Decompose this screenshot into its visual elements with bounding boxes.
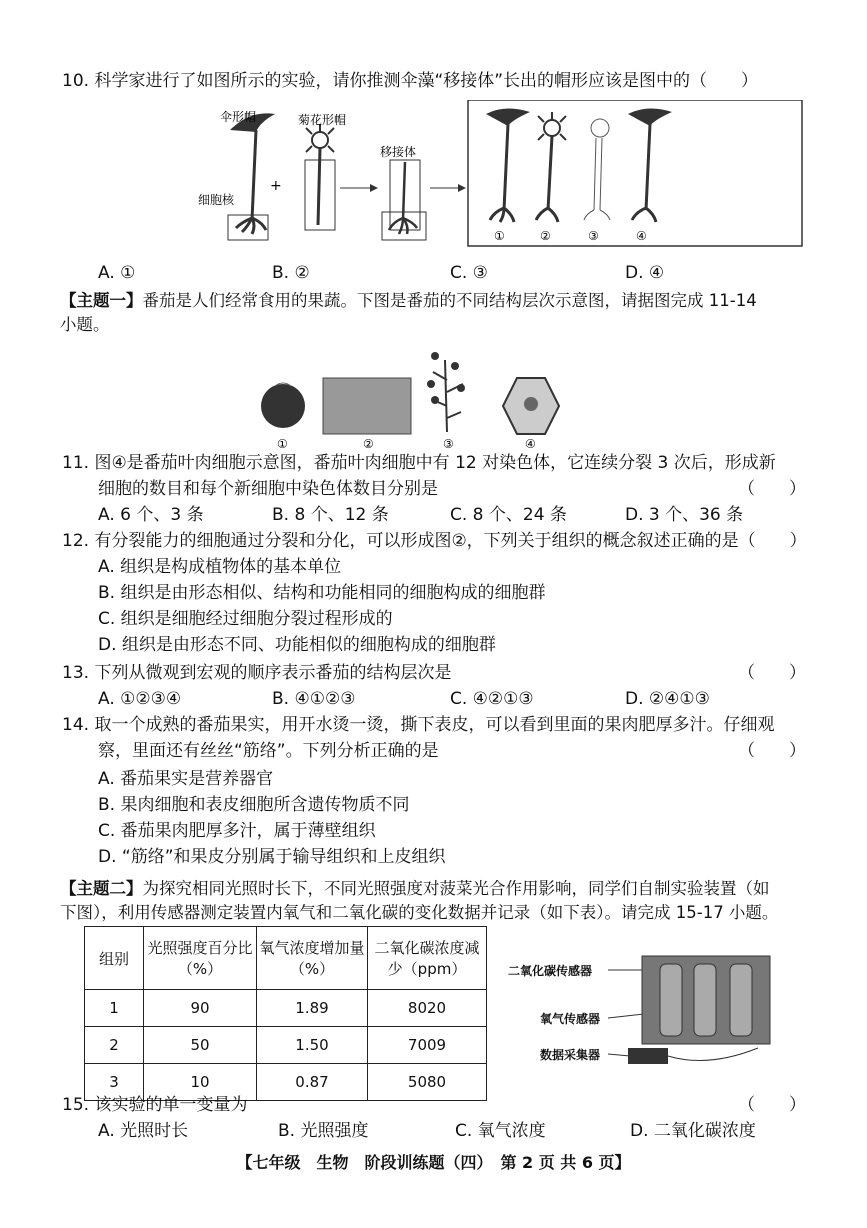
q14-option-d[interactable]: D. “筋络”和果皮分别属于输导组织和上皮组织 — [98, 847, 446, 867]
fig-num-3: ③ — [588, 229, 599, 243]
table-cell: 50 — [144, 1027, 257, 1064]
q10-stem: 10. 科学家进行了如图所示的实验，请你推测伞藻“移接体”长出的帽形应该是图中的（ ） — [62, 71, 759, 91]
q13-answer-paren[interactable]: （ ） — [738, 663, 806, 683]
q13-option-d[interactable]: D. ②④①③ — [625, 689, 710, 709]
o2-sensor-label: 氧气传感器 — [540, 1012, 601, 1026]
fig-num-2: ② — [540, 229, 551, 243]
table-cell: 0.87 — [257, 1064, 368, 1101]
table-row — [85, 990, 487, 1027]
table-row — [85, 1027, 487, 1064]
fig-num-4: ④ — [636, 229, 647, 243]
q11-stem-line2: 细胞的数目和每个新细胞中染色体数目分别是 — [98, 479, 438, 499]
q10-option-b[interactable]: B. ② — [272, 263, 310, 283]
q14-option-c[interactable]: C. 番茄果肉肥厚多汁，属于薄壁组织 — [98, 821, 376, 841]
table-cell: 8020 — [368, 990, 487, 1027]
q13-stem: 13. 下列从微观到宏观的顺序表示番茄的结构层次是 — [62, 663, 452, 683]
q10-option-c[interactable]: C. ③ — [450, 263, 488, 283]
experiment-data-table — [84, 926, 487, 1101]
table-cell: 1.89 — [257, 990, 368, 1027]
q12-option-c[interactable]: C. 组织是细胞经过细胞分裂过程形成的 — [98, 609, 393, 629]
q10-option-d[interactable]: D. ④ — [625, 263, 665, 283]
theme1-body-line2: 小题。 — [60, 315, 110, 334]
q13-option-a[interactable]: A. ①②③④ — [98, 689, 182, 709]
q11-option-c[interactable]: C. 8 个、24 条 — [450, 505, 567, 525]
q11-option-d[interactable]: D. 3 个、36 条 — [625, 505, 744, 525]
q14-stem-line2: 察，里面还有丝丝“筋络”。下列分析正确的是 — [98, 741, 439, 761]
chrysanthemum-cap-alga-icon — [306, 124, 334, 225]
q15-option-c[interactable]: C. 氧气浓度 — [455, 1121, 546, 1141]
table-cell: 90 — [144, 990, 257, 1027]
q12-option-d[interactable]: D. 组织是由形态不同、功能相似的细胞构成的细胞群 — [98, 635, 496, 655]
q10-option-a[interactable]: A. ① — [98, 263, 136, 283]
table-cell: 2 — [85, 1027, 144, 1064]
table-cell: 1 — [85, 990, 144, 1027]
q12-option-a[interactable]: A. 组织是构成植物体的基本单位 — [98, 557, 342, 577]
q14-option-b[interactable]: B. 果肉细胞和表皮细胞所含遗传物质不同 — [98, 795, 410, 815]
theme2-intro — [60, 876, 770, 902]
plus-sign: + — [270, 178, 282, 194]
tomato-structure-figure — [255, 340, 575, 455]
table-cell: 1.50 — [257, 1027, 368, 1064]
table-header-co2: 二氧化碳浓度减少（ppm） — [368, 927, 487, 990]
data-collector-label: 数据采集器 — [540, 1048, 601, 1062]
table-header-oxygen: 氧气浓度增加量（%） — [257, 927, 368, 990]
fig-num-1: ① — [494, 229, 505, 243]
q14-answer-paren[interactable]: （ ） — [738, 741, 806, 761]
table-header-group: 组别 — [85, 927, 144, 990]
q11-stem-line1: 11. 图④是番茄叶肉细胞示意图，番茄叶肉细胞中有 12 对染色体，它连续分裂 3 次后，形成新 — [62, 453, 776, 473]
q15-option-d[interactable]: D. 二氧化碳浓度 — [630, 1121, 756, 1141]
q12-stem: 12. 有分裂能力的细胞通过分裂和分化，可以形成图②，下列关于组织的概念叙述正确的是（ ） — [62, 531, 807, 551]
q11-option-b[interactable]: B. 8 个、12 条 — [272, 505, 389, 525]
tomato-num-2: ② — [363, 437, 374, 451]
q10-umbrella-alga-figure — [190, 100, 810, 250]
q11-answer-paren[interactable]: （ ） — [738, 479, 806, 499]
q15-option-a[interactable]: A. 光照时长 — [98, 1121, 189, 1141]
tomato-num-4: ④ — [525, 437, 536, 451]
experiment-apparatus-photo — [608, 948, 778, 1078]
q13-option-c[interactable]: C. ④②①③ — [450, 689, 534, 709]
q13-option-b[interactable]: B. ④①②③ — [272, 689, 356, 709]
co2-sensor-label: 二氧化碳传感器 — [508, 964, 593, 978]
table-cell: 7009 — [368, 1027, 487, 1064]
chrysanthemum-cap-label: 菊花形帽 — [298, 113, 347, 127]
theme1-intro — [60, 288, 757, 314]
q15-answer-paren[interactable]: （ ） — [738, 1095, 806, 1115]
graft-label: 移接体 — [380, 145, 417, 159]
theme1-body-line1: 番茄是人们经常食用的果蔬。下图是番茄的不同结构层次示意图，请据图完成 11-14 — [142, 291, 757, 310]
page-footer: 【七年级 生物 阶段训练题（四） 第 2 页 共 6 页】 — [236, 1153, 631, 1172]
tomato-num-3: ③ — [443, 437, 454, 451]
q11-option-a[interactable]: A. 6 个、3 条 — [98, 505, 204, 525]
theme2-tag: 【主题二】 — [60, 879, 143, 898]
umbrella-cap-label: 伞形帽 — [220, 110, 257, 124]
q15-stem: 15. 该实验的单一变量为 — [62, 1095, 248, 1115]
q14-stem-line1: 14. 取一个成熟的番茄果实，用开水烫一烫，撕下表皮，可以看到里面的果肉肥厚多汁。仔细观 — [62, 715, 775, 735]
theme1-tag: 【主题一】 — [60, 291, 143, 310]
nucleus-label: 细胞核 — [198, 193, 235, 207]
table-header-light: 光照强度百分比（%） — [144, 927, 257, 990]
theme2-body-line1: 为探究相同光照时长下，不同光照强度对菠菜光合作用影响，同学们自制实验装置（如 — [142, 879, 770, 898]
tomato-num-1: ① — [277, 437, 288, 451]
table-cell: 10 — [144, 1064, 257, 1101]
theme2-body-line2: 下图），利用传感器测定装置内氧气和二氧化碳的变化数据并记录（如下表）。请完成 15-17 小题。 — [60, 903, 779, 922]
q15-option-b[interactable]: B. 光照强度 — [278, 1121, 369, 1141]
q14-option-a[interactable]: A. 番茄果实是营养器官 — [98, 769, 274, 789]
table-cell: 5080 — [368, 1064, 487, 1101]
q12-option-b[interactable]: B. 组织是由形态相似、结构和功能相同的细胞构成的细胞群 — [98, 583, 546, 603]
table-cell: 3 — [85, 1064, 144, 1101]
